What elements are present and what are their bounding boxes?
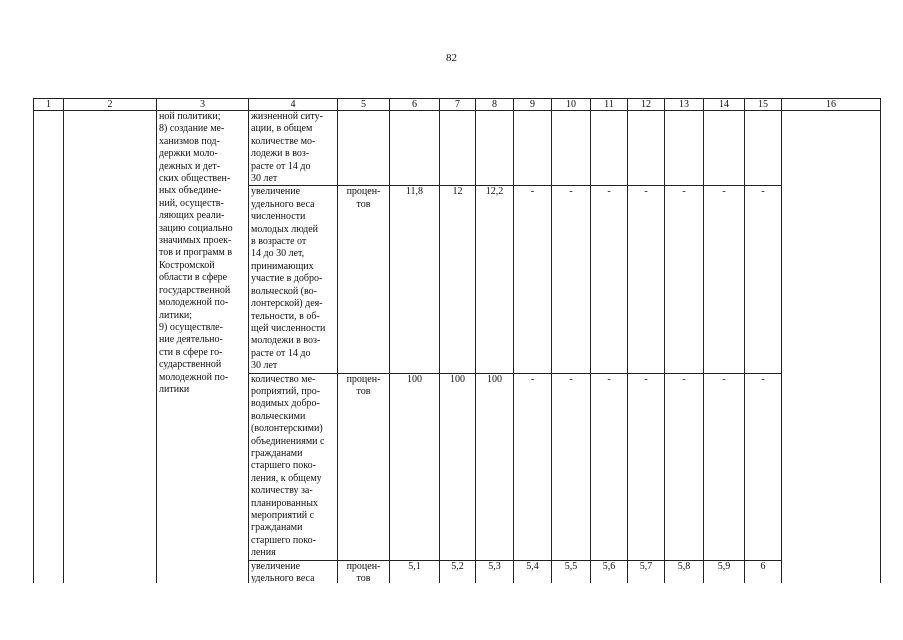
header-cell: 1 bbox=[34, 99, 64, 111]
value-cell: 5,8 bbox=[665, 560, 704, 583]
value-cell bbox=[665, 111, 704, 186]
value-cell bbox=[591, 111, 628, 186]
value-cell bbox=[476, 111, 514, 186]
value-cell bbox=[704, 111, 745, 186]
header-cell: 3 bbox=[157, 99, 249, 111]
value-cell: 5,5 bbox=[552, 560, 591, 583]
header-cell: 14 bbox=[704, 99, 745, 111]
value-cell: 12 bbox=[440, 186, 476, 373]
value-cell: 5,7 bbox=[628, 560, 665, 583]
unit-cell: процен- тов bbox=[338, 373, 390, 560]
header-row bbox=[34, 99, 881, 111]
value-cell: 5,6 bbox=[591, 560, 628, 583]
value-cell: 100 bbox=[390, 373, 440, 560]
indicator-cell: жизненной ситу- ации, в общем количестве мо- лодежи в воз- расте от 14 до 30 лет bbox=[249, 111, 338, 186]
value-cell: - bbox=[628, 373, 665, 560]
table-row bbox=[34, 111, 881, 186]
value-cell: 5,2 bbox=[440, 560, 476, 583]
value-cell bbox=[552, 111, 591, 186]
value-cell: - bbox=[745, 186, 782, 373]
value-cell: 5,1 bbox=[390, 560, 440, 583]
header-cell: 6 bbox=[390, 99, 440, 111]
header-cell: 10 bbox=[552, 99, 591, 111]
value-cell: - bbox=[514, 186, 552, 373]
col1-cell bbox=[34, 111, 64, 584]
value-cell: - bbox=[552, 373, 591, 560]
page-number: 82 bbox=[446, 52, 457, 64]
value-cell: - bbox=[552, 186, 591, 373]
value-cell: 5,9 bbox=[704, 560, 745, 583]
value-cell: - bbox=[591, 373, 628, 560]
header-cell: 11 bbox=[591, 99, 628, 111]
value-cell: - bbox=[704, 186, 745, 373]
value-cell bbox=[514, 111, 552, 186]
header-cell: 15 bbox=[745, 99, 782, 111]
unit-cell: процен- тов bbox=[338, 186, 390, 373]
value-cell: 100 bbox=[476, 373, 514, 560]
header-cell: 8 bbox=[476, 99, 514, 111]
unit-cell bbox=[338, 111, 390, 186]
header-cell: 12 bbox=[628, 99, 665, 111]
value-cell bbox=[440, 111, 476, 186]
value-cell: 6 bbox=[745, 560, 782, 583]
header-cell: 7 bbox=[440, 99, 476, 111]
value-cell bbox=[628, 111, 665, 186]
indicator-cell: увеличение удельного веса численности молодых людей в возрасте от 14 до 30 лет, принимающих участие в добро- вольческой (во- лонтерской) дея- тельности, в об- щей численности молодежи в воз- расте от 14 до 30 лет bbox=[249, 186, 338, 373]
value-cell bbox=[745, 111, 782, 186]
value-cell: - bbox=[591, 186, 628, 373]
header-cell: 2 bbox=[64, 99, 157, 111]
value-cell: - bbox=[745, 373, 782, 560]
value-cell: 5,4 bbox=[514, 560, 552, 583]
value-cell: - bbox=[665, 373, 704, 560]
header-cell: 9 bbox=[514, 99, 552, 111]
value-cell: 11,8 bbox=[390, 186, 440, 373]
indicator-cell: количество ме- роприятий, про- водимых добро- вольческими (волонтерскими) объединениями с гражданами старшего поко- ления, к общему количеству за- планированных мероприятий с гражданами старшего поко- ления bbox=[249, 373, 338, 560]
indicators-table bbox=[33, 98, 881, 583]
value-cell: 5,3 bbox=[476, 560, 514, 583]
value-cell: 100 bbox=[440, 373, 476, 560]
unit-cell: процен- тов bbox=[338, 560, 390, 583]
value-cell: - bbox=[704, 373, 745, 560]
value-cell bbox=[390, 111, 440, 186]
indicator-cell: увеличение удельного веса bbox=[249, 560, 338, 583]
value-cell: - bbox=[665, 186, 704, 373]
header-cell: 5 bbox=[338, 99, 390, 111]
header-cell: 13 bbox=[665, 99, 704, 111]
goal-text-cell: ной политики; 8) создание ме- ханизмов под- держки моло- дежных и дет- ских обществен- ных объедине- ний, осуществ- ляющих реали- зацию социально значимых проек- тов и программ в Костромской области в сфере государственной молодежной по- литики; 9) осуществле- ние деятельно- сти в сфере го- сударственной молодежной по- литики bbox=[157, 111, 249, 584]
header-cell: 16 bbox=[782, 99, 881, 111]
value-cell: - bbox=[514, 373, 552, 560]
value-cell: 12,2 bbox=[476, 186, 514, 373]
header-cell: 4 bbox=[249, 99, 338, 111]
col16-cell bbox=[782, 111, 881, 584]
col2-cell bbox=[64, 111, 157, 584]
value-cell: - bbox=[628, 186, 665, 373]
